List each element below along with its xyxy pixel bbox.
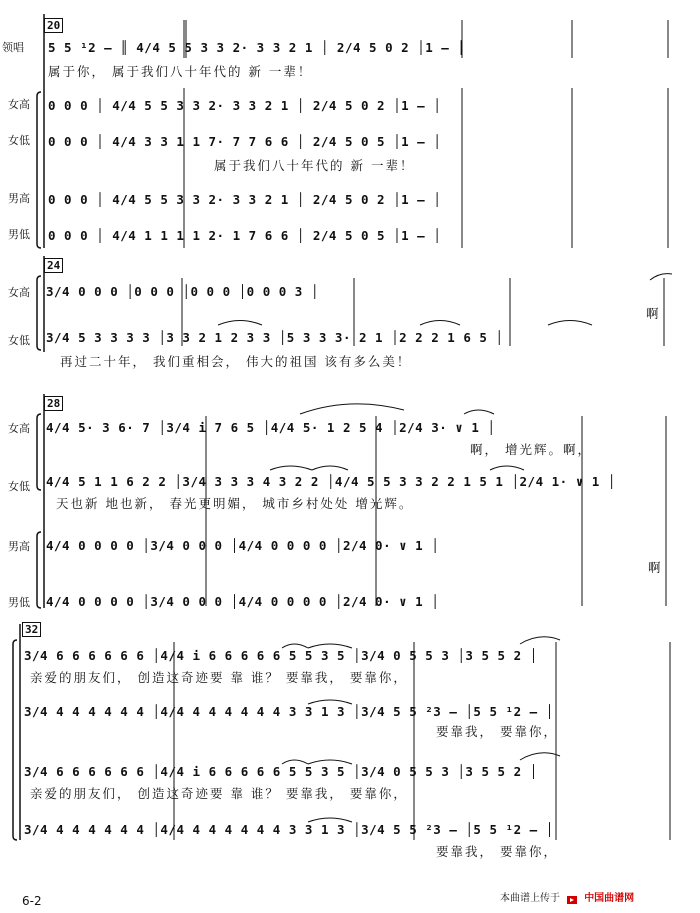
- staff-lyrics-alto: 天也新 地也新， 春光更明媚， 城市乡村处处 增光辉。: [56, 496, 414, 511]
- watermark-text: 本曲谱上传于: [500, 893, 560, 904]
- staff-label-bass: 男低: [8, 596, 30, 609]
- staff-lyrics-3: 亲爱的朋友们， 创造这奇迹要 靠 谁？ 要靠我， 要靠你，: [30, 786, 408, 801]
- staff-notes-2: 3/4 4 4 4 4 4 4 │4/4 4 4 4 4 4 4 3 3 1 3 │3/4 5 5 ²3 – │5 5 ¹2 – │: [24, 704, 554, 719]
- staff-label-alto: 女低: [8, 480, 30, 493]
- staff-notes-tenor: 4/4 0 0 0 0 │3/4 0 0 0 │4/4 0 0 0 0 │2/4 0· ∨ 1 │: [46, 538, 440, 553]
- staff-label-bass: 男低: [8, 228, 30, 241]
- staff-label-lead: 领唱: [2, 41, 24, 54]
- staff-notes-tenor: 0 0 0 │ 4/4 5 5 3 3 2· 3 3 2 1 │ 2/4 5 0 2 │1 – │: [48, 192, 442, 207]
- measure-number: 24: [44, 258, 63, 273]
- page-number: 6-2: [22, 894, 42, 908]
- staff-lyrics-lead: 属于你， 属于我们八十年代的 新 一辈！: [48, 64, 313, 79]
- site-watermark: [500, 886, 634, 905]
- staff-label-tenor: 男高: [8, 192, 30, 205]
- staff-label-tenor: 男高: [8, 540, 30, 553]
- staff-notes-bass: 4/4 0 0 0 0 │3/4 0 0 0 │4/4 0 0 0 0 │2/4 0· ∨ 1 │: [46, 594, 440, 609]
- staff-lyrics-4: 要靠我， 要靠你，: [436, 844, 558, 859]
- staff-label-alto: 女低: [8, 134, 30, 147]
- staff-notes-3: 3/4 6 6 6 6 6 6 │4/4 i 6 6 6 6 6 5 5 3 5 │3/4 0 5 5 3 │3 5 5 2 │: [24, 764, 538, 779]
- staff-lyrics-soprano: 啊: [646, 306, 661, 321]
- staff-lyrics-tenor: 啊: [648, 560, 663, 575]
- staff-label-alto: 女低: [8, 334, 30, 347]
- staff-notes-alto: 3/4 5 3 3 3 3 │3 3 2 1 2 3 3 │5 3 3 3· 2 1 │2 2 2 1 6 5 │: [46, 330, 504, 345]
- staff-notes-1: 3/4 6 6 6 6 6 6 │4/4 i 6 6 6 6 6 5 5 3 5 │3/4 0 5 5 3 │3 5 5 2 │: [24, 648, 538, 663]
- staff-notes-bass: 0 0 0 │ 4/4 1 1 1 1 2· 1 7 6 6 │ 2/4 5 0 5 │1 – │: [48, 228, 442, 243]
- staff-notes-soprano: 3/4 0 0 0 │0 0 0 │0 0 0 │0 0 0 3 │: [46, 284, 319, 299]
- staff-notes-soprano: 0 0 0 │ 4/4 5 5 3 3 2· 3 3 2 1 │ 2/4 5 0 2 │1 – │: [48, 98, 442, 113]
- staff-notes-alto: 4/4 5 1 1 6 2 2 │3/4 3 3 3 4 3 2 2 │4/4 5 5 3 3 2 2 1 5 1 │2/4 1· ∨ 1 │: [46, 474, 616, 489]
- staff-notes-soprano: 4/4 5· 3 6· 7 │3/4 i 7 6 5 │4/4 5· 1 2 5 4 │2/4 3· ∨ 1 │: [46, 420, 496, 435]
- measure-number: 20: [44, 18, 63, 33]
- staff-lyrics-2: 要靠我， 要靠你，: [436, 724, 558, 739]
- staff-notes-lead: 5 5 ¹2 – ║ 4/4 5 5 3 3 2· 3 3 2 1 │ 2/4 5 0 2 │1 – │: [48, 40, 466, 55]
- staff-lyrics-1: 亲爱的朋友们， 创造这奇迹要 靠 谁？ 要靠我， 要靠你，: [30, 670, 408, 685]
- staff-notes-alto: 0 0 0 │ 4/4 3 3 1 1 7· 7 7 6 6 │ 2/4 5 0 5 │1 – │: [48, 134, 442, 149]
- staff-lyrics-alto: 属于我们八十年代的 新 一辈！: [214, 158, 415, 173]
- staff-label-soprano: 女高: [8, 98, 30, 111]
- logo-icon: [565, 891, 579, 903]
- staff-label-soprano: 女高: [8, 422, 30, 435]
- staff-notes-4: 3/4 4 4 4 4 4 4 │4/4 4 4 4 4 4 4 3 3 1 3 │3/4 5 5 ²3 – │5 5 ¹2 – │: [24, 822, 554, 837]
- staff-lyrics-alto: 再过二十年， 我们重相会， 伟大的祖国 该有多么美！: [60, 354, 412, 369]
- measure-number: 28: [44, 396, 63, 411]
- staff-label-soprano: 女高: [8, 286, 30, 299]
- measure-number: 32: [22, 622, 41, 637]
- watermark-brand: 中国曲谱网: [584, 893, 635, 904]
- staff-lyrics-soprano: 啊， 增光辉。啊，: [470, 442, 592, 457]
